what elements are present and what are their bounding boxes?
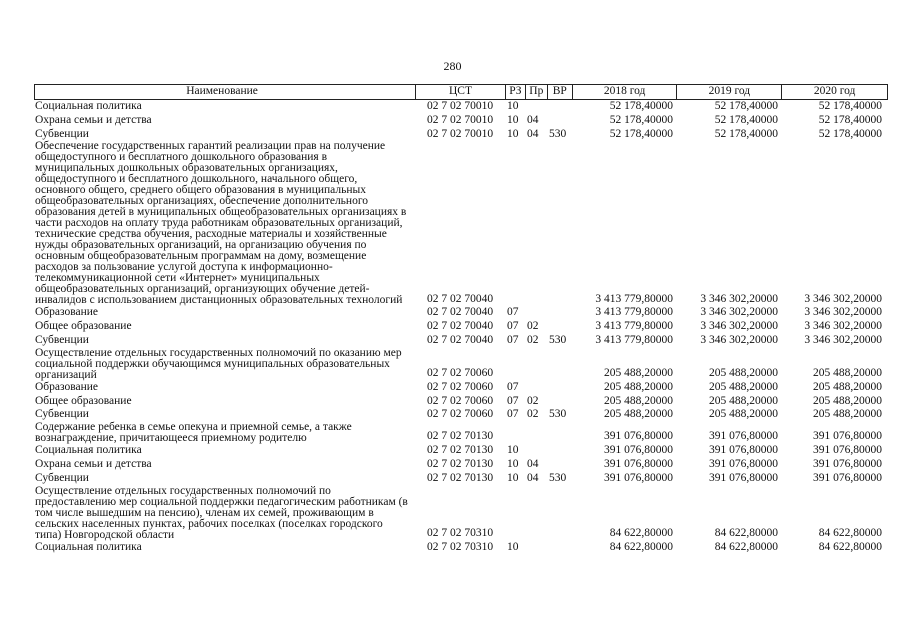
cell-y2020: 391 076,80000 [813,471,882,484]
cell-y2018: 205 488,20000 [604,408,673,421]
cell-y2020: 391 076,80000 [813,430,882,443]
cell-pr: 02 [527,408,539,421]
cell-cst: 02 7 02 70130 [426,444,494,457]
cell-name: Субвенции [35,127,89,140]
cell-name: Социальная политика [35,444,142,457]
cell-cst: 02 7 02 70060 [426,366,494,379]
cell-pr: 02 [527,320,539,333]
cell-pr: 04 [527,471,539,484]
cell-rz: 07 [507,306,519,319]
header-name: Наименование [186,85,258,97]
cell-y2020: 205 488,20000 [813,380,882,393]
cell-y2018: 52 178,40000 [609,100,673,112]
cell-rz: 07 [507,320,519,333]
cell-vr: 530 [549,408,567,421]
cell-y2020: 84 622,80000 [818,540,882,553]
header-rz: РЗ [505,85,525,99]
cell-pr: 04 [527,113,539,126]
cell-y2019: 3 346 302,20000 [700,306,778,319]
cell-name: Субвенции [35,408,89,421]
cell-y2018: 205 488,20000 [604,394,673,407]
cell-name: Охрана семьи и детства [35,457,152,470]
cell-y2019: 84 622,80000 [714,526,778,539]
cell-name: Осуществление отдельных государственных полномочий по оказанию мер социальной поддержки обучающимся муниципальных образовательных организаций [35,346,402,381]
cell-y2019: 391 076,80000 [709,471,778,484]
cell-y2018: 3 413 779,80000 [595,306,673,319]
cell-y2018: 52 178,40000 [609,127,673,140]
cell-cst: 02 7 02 70040 [426,306,494,319]
cell-y2018: 391 076,80000 [604,471,673,484]
cell-y2020: 52 178,40000 [818,127,882,140]
cell-y2020: 205 488,20000 [813,366,882,379]
cell-y2020: 52 178,40000 [818,100,882,112]
header-cst: ЦСТ [415,85,505,99]
header-2020: 2020 год [781,85,887,99]
cell-y2019: 3 346 302,20000 [700,292,778,305]
cell-cst: 02 7 02 70060 [426,380,494,393]
cell-name: Социальная политика [35,100,142,112]
cell-cst: 02 7 02 70010 [426,113,494,126]
cell-cst: 02 7 02 70310 [426,526,494,539]
cell-rz: 10 [507,100,519,112]
cell-pr: 04 [527,127,539,140]
table-row [34,141,888,306]
table-row [34,114,888,128]
cell-y2020: 391 076,80000 [813,457,882,470]
cell-name: Субвенции [35,471,89,484]
cell-pr: 04 [527,457,539,470]
table-row [34,306,888,320]
table-header [34,84,888,100]
table-row [34,458,888,472]
header-2019: 2019 год [676,85,781,99]
header-pr: Пр [525,85,547,99]
cell-vr: 530 [549,333,567,346]
cell-y2018: 84 622,80000 [609,526,673,539]
budget-table [34,84,888,554]
cell-cst: 02 7 02 70040 [426,333,494,346]
cell-cst: 02 7 02 70010 [426,127,494,140]
cell-y2019: 52 178,40000 [714,100,778,112]
cell-vr: 530 [549,471,567,484]
cell-rz: 10 [507,127,519,140]
cell-y2018: 391 076,80000 [604,444,673,457]
cell-cst: 02 7 02 70040 [426,320,494,333]
cell-y2019: 52 178,40000 [714,127,778,140]
cell-y2020: 391 076,80000 [813,444,882,457]
cell-y2020: 3 346 302,20000 [804,306,882,319]
cell-cst: 02 7 02 70060 [426,394,494,407]
table-row [34,395,888,409]
table-row [34,334,888,348]
cell-cst: 02 7 02 70310 [426,540,494,553]
cell-name: Образование [35,306,99,319]
cell-y2020: 3 346 302,20000 [804,320,882,333]
table-row [34,128,888,142]
header-2018: 2018 год [572,85,677,99]
cell-y2018: 391 076,80000 [604,457,673,470]
cell-pr: 02 [527,333,539,346]
cell-name: Содержание ребенка в семье опекуна и приемной семье, а также вознаграждение, причитающееся приемному родителю [35,421,352,445]
cell-y2020: 3 346 302,20000 [804,292,882,305]
cell-y2018: 52 178,40000 [609,113,673,126]
cell-cst: 02 7 02 70130 [426,471,494,484]
cell-name: Общее образование [35,320,132,333]
cell-y2020: 205 488,20000 [813,394,882,407]
table-row [34,422,888,444]
cell-name: Социальная политика [35,540,142,553]
table-row [34,100,888,114]
cell-name: Охрана семьи и детства [35,113,152,126]
cell-y2018: 205 488,20000 [604,366,673,379]
cell-name: Общее образование [35,394,132,407]
cell-rz: 07 [507,394,519,407]
table-row [34,486,888,541]
cell-y2019: 391 076,80000 [709,444,778,457]
cell-pr: 02 [527,394,539,407]
cell-cst: 02 7 02 70130 [426,430,494,443]
table-row [34,444,888,458]
cell-y2018: 3 413 779,80000 [595,292,673,305]
cell-cst: 02 7 02 70040 [426,292,494,305]
cell-rz: 10 [507,540,519,553]
cell-y2019: 3 346 302,20000 [700,333,778,346]
cell-cst: 02 7 02 70010 [426,100,494,112]
table-row [34,408,888,422]
cell-y2018: 84 622,80000 [609,540,673,553]
cell-name: Образование [35,380,99,393]
cell-y2019: 205 488,20000 [709,380,778,393]
cell-rz: 07 [507,380,519,393]
cell-y2019: 84 622,80000 [714,540,778,553]
cell-rz: 07 [507,333,519,346]
cell-name: Субвенции [35,333,89,346]
cell-rz: 10 [507,471,519,484]
cell-rz: 10 [507,457,519,470]
cell-y2020: 52 178,40000 [818,113,882,126]
cell-y2019: 205 488,20000 [709,408,778,421]
cell-vr: 530 [549,127,567,140]
cell-rz: 07 [507,408,519,421]
table-row [34,472,888,486]
page-number: 280 [443,59,462,73]
table-row [34,381,888,395]
cell-cst: 02 7 02 70130 [426,457,494,470]
cell-name: Осуществление отдельных государственных полномочий по предоставлению мер социальной поддержки педагогическим работникам (в том числе вышедшим на пенсию), членам их семей, проживающим в сельских населенных пунктах, рабочих поселках (поселках городского типа) Новгородской области [35,484,408,541]
cell-y2019: 52 178,40000 [714,113,778,126]
table-row [34,348,888,381]
cell-y2018: 3 413 779,80000 [595,333,673,346]
cell-y2019: 205 488,20000 [709,394,778,407]
cell-cst: 02 7 02 70060 [426,408,494,421]
cell-y2019: 391 076,80000 [709,457,778,470]
cell-y2019: 205 488,20000 [709,366,778,379]
cell-y2018: 391 076,80000 [604,430,673,443]
cell-rz: 10 [507,113,519,126]
cell-y2018: 205 488,20000 [604,380,673,393]
cell-name: Обеспечение государственных гарантий реализации прав на получение общедоступного и бесплатного дошкольного образования в муниципальных дошкольных образовательных организациях, общедоступного и бесплатного дошкольного, начального общего, основного общего, среднего общего образования в муниципальных общеобразовательных организациях, обеспечение дополнительного образования детей в муниципальных общеобразовательных организациях в части расходов на оплату труда работникам образовательных организаций, технические средства обучения, расходные материалы и хозяйственные нужды образовательных организаций, на организацию обучения по основным общеобразовательным программам на дому, возмещение расходов за пользование услугой доступа к информационно-телекоммуникационной сети «Интернет» муниципальных общеобразовательных организаций, организующих обучение детей-инвалидов с использованием дистанционных образовательных технологий [35,140,407,307]
cell-y2019: 3 346 302,20000 [700,320,778,333]
cell-y2019: 391 076,80000 [709,430,778,443]
cell-y2020: 205 488,20000 [813,408,882,421]
cell-rz: 10 [507,444,519,457]
table-body [34,100,888,554]
cell-y2018: 3 413 779,80000 [595,320,673,333]
table-row [34,541,888,555]
table-row [34,320,888,334]
cell-y2020: 3 346 302,20000 [804,333,882,346]
cell-y2020: 84 622,80000 [818,526,882,539]
header-vr: ВР [547,85,572,99]
